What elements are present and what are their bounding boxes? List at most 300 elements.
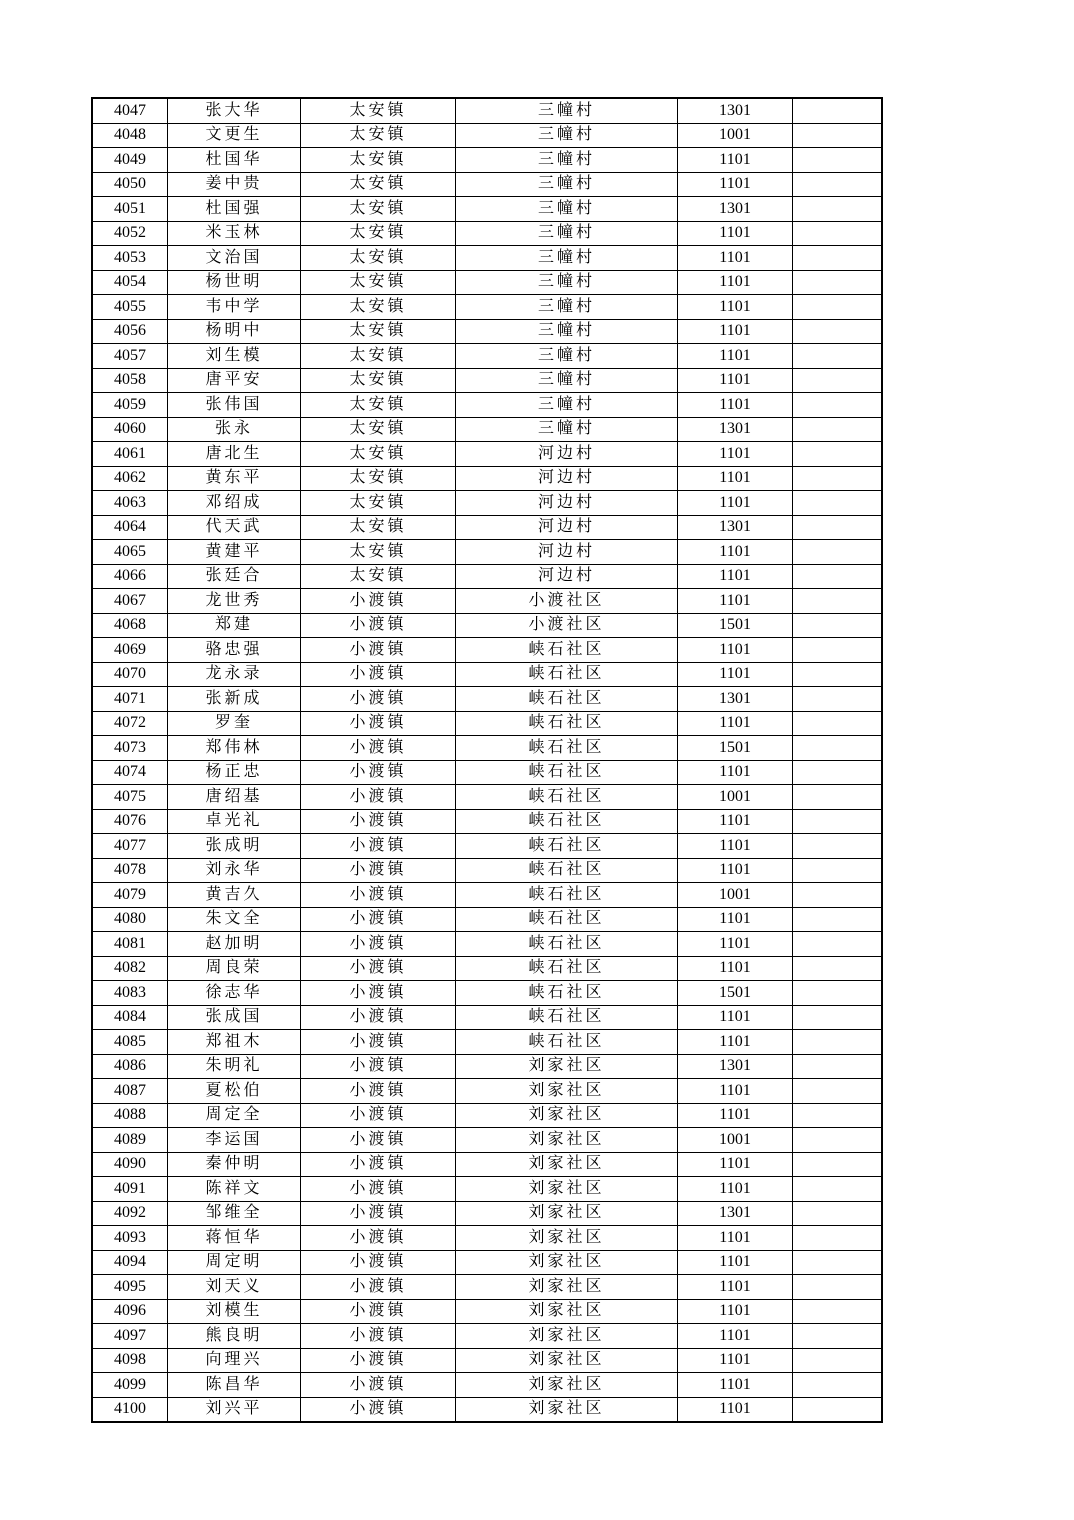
table-row <box>92 221 882 246</box>
village-cell: 刘家社区 <box>456 1177 678 1202</box>
amount-cell: 1001 <box>678 883 793 908</box>
person-name-cell: 熊良明 <box>168 1324 301 1349</box>
person-name-cell: 唐平安 <box>168 368 301 393</box>
village-cell: 刘家社区 <box>456 1103 678 1128</box>
village-cell: 峡石社区 <box>456 736 678 761</box>
village-cell: 峡石社区 <box>456 907 678 932</box>
table-row <box>92 809 882 834</box>
amount-cell: 1101 <box>678 1103 793 1128</box>
note-cell <box>793 246 883 271</box>
table-row <box>92 1103 882 1128</box>
amount-cell: 1101 <box>678 711 793 736</box>
town-cell: 小渡镇 <box>301 1054 456 1079</box>
note-cell <box>793 662 883 687</box>
village-cell: 刘家社区 <box>456 1324 678 1349</box>
village-cell: 三幢村 <box>456 172 678 197</box>
town-cell: 小渡镇 <box>301 1324 456 1349</box>
serial-number-cell: 4049 <box>92 148 168 173</box>
village-cell: 刘家社区 <box>456 1275 678 1300</box>
table-row <box>92 1128 882 1153</box>
note-cell <box>793 344 883 369</box>
amount-cell: 1101 <box>678 1250 793 1275</box>
person-name-cell: 张成国 <box>168 1005 301 1030</box>
village-cell: 刘家社区 <box>456 1348 678 1373</box>
town-cell: 小渡镇 <box>301 907 456 932</box>
table-row <box>92 785 882 810</box>
town-cell: 太安镇 <box>301 564 456 589</box>
amount-cell: 1101 <box>678 1299 793 1324</box>
town-cell: 太安镇 <box>301 393 456 418</box>
village-cell: 峡石社区 <box>456 809 678 834</box>
table-row <box>92 515 882 540</box>
table-row <box>92 1177 882 1202</box>
town-cell: 小渡镇 <box>301 1079 456 1104</box>
person-name-cell: 杜国华 <box>168 148 301 173</box>
serial-number-cell: 4083 <box>92 981 168 1006</box>
person-name-cell: 文治国 <box>168 246 301 271</box>
note-cell <box>793 956 883 981</box>
person-name-cell: 朱明礼 <box>168 1054 301 1079</box>
town-cell: 小渡镇 <box>301 638 456 663</box>
amount-cell: 1101 <box>678 1030 793 1055</box>
town-cell: 太安镇 <box>301 344 456 369</box>
village-cell: 峡石社区 <box>456 932 678 957</box>
table-row <box>92 613 882 638</box>
amount-cell: 1501 <box>678 736 793 761</box>
town-cell: 小渡镇 <box>301 883 456 908</box>
village-cell: 峡石社区 <box>456 1005 678 1030</box>
table-row <box>92 1030 882 1055</box>
village-cell: 河边村 <box>456 491 678 516</box>
serial-number-cell: 4061 <box>92 442 168 467</box>
person-name-cell: 罗奎 <box>168 711 301 736</box>
village-cell: 三幢村 <box>456 295 678 320</box>
serial-number-cell: 4088 <box>92 1103 168 1128</box>
note-cell <box>793 613 883 638</box>
amount-cell: 1001 <box>678 123 793 148</box>
village-cell: 刘家社区 <box>456 1201 678 1226</box>
person-name-cell: 赵加明 <box>168 932 301 957</box>
amount-cell: 1101 <box>678 1177 793 1202</box>
note-cell <box>793 785 883 810</box>
note-cell <box>793 1299 883 1324</box>
table-row <box>92 466 882 491</box>
town-cell: 小渡镇 <box>301 981 456 1006</box>
table-row <box>92 1226 882 1251</box>
town-cell: 太安镇 <box>301 417 456 442</box>
amount-cell: 1101 <box>678 1397 793 1422</box>
note-cell <box>793 638 883 663</box>
amount-cell: 1101 <box>678 1152 793 1177</box>
note-cell <box>793 883 883 908</box>
village-cell: 三幢村 <box>456 221 678 246</box>
person-name-cell: 周定全 <box>168 1103 301 1128</box>
note-cell <box>793 491 883 516</box>
table-row <box>92 148 882 173</box>
town-cell: 小渡镇 <box>301 858 456 883</box>
serial-number-cell: 4058 <box>92 368 168 393</box>
person-name-cell: 姜中贵 <box>168 172 301 197</box>
table-row <box>92 858 882 883</box>
table-row <box>92 1299 882 1324</box>
table-row <box>92 1054 882 1079</box>
note-cell <box>793 123 883 148</box>
serial-number-cell: 4064 <box>92 515 168 540</box>
town-cell: 太安镇 <box>301 466 456 491</box>
amount-cell: 1101 <box>678 466 793 491</box>
note-cell <box>793 270 883 295</box>
table-row <box>92 123 882 148</box>
table-row <box>92 589 882 614</box>
serial-number-cell: 4081 <box>92 932 168 957</box>
note-cell <box>793 417 883 442</box>
serial-number-cell: 4069 <box>92 638 168 663</box>
village-cell: 三幢村 <box>456 368 678 393</box>
table-row <box>92 172 882 197</box>
town-cell: 太安镇 <box>301 442 456 467</box>
village-cell: 三幢村 <box>456 123 678 148</box>
note-cell <box>793 1275 883 1300</box>
village-cell: 刘家社区 <box>456 1128 678 1153</box>
village-cell: 刘家社区 <box>456 1299 678 1324</box>
village-cell: 河边村 <box>456 466 678 491</box>
table-row <box>92 1373 882 1398</box>
serial-number-cell: 4085 <box>92 1030 168 1055</box>
town-cell: 太安镇 <box>301 515 456 540</box>
person-name-cell: 黄建平 <box>168 540 301 565</box>
village-cell: 河边村 <box>456 515 678 540</box>
village-cell: 河边村 <box>456 442 678 467</box>
amount-cell: 1101 <box>678 956 793 981</box>
serial-number-cell: 4067 <box>92 589 168 614</box>
note-cell <box>793 515 883 540</box>
village-cell: 三幢村 <box>456 148 678 173</box>
village-cell: 峡石社区 <box>456 858 678 883</box>
table-row <box>92 932 882 957</box>
note-cell <box>793 1152 883 1177</box>
village-cell: 三幢村 <box>456 270 678 295</box>
note-cell <box>793 1079 883 1104</box>
note-cell <box>793 687 883 712</box>
serial-number-cell: 4099 <box>92 1373 168 1398</box>
town-cell: 小渡镇 <box>301 834 456 859</box>
serial-number-cell: 4068 <box>92 613 168 638</box>
person-name-cell: 郑祖木 <box>168 1030 301 1055</box>
amount-cell: 1101 <box>678 1324 793 1349</box>
serial-number-cell: 4056 <box>92 319 168 344</box>
amount-cell: 1101 <box>678 221 793 246</box>
amount-cell: 1101 <box>678 1079 793 1104</box>
note-cell <box>793 1324 883 1349</box>
person-name-cell: 张新成 <box>168 687 301 712</box>
person-name-cell: 卓光礼 <box>168 809 301 834</box>
serial-number-cell: 4071 <box>92 687 168 712</box>
amount-cell: 1501 <box>678 981 793 1006</box>
note-cell <box>793 1177 883 1202</box>
serial-number-cell: 4051 <box>92 197 168 222</box>
serial-number-cell: 4090 <box>92 1152 168 1177</box>
village-cell: 三幢村 <box>456 344 678 369</box>
table-row <box>92 98 882 123</box>
town-cell: 小渡镇 <box>301 1250 456 1275</box>
table-row <box>92 981 882 1006</box>
serial-number-cell: 4080 <box>92 907 168 932</box>
table-row <box>92 1348 882 1373</box>
village-cell: 刘家社区 <box>456 1079 678 1104</box>
village-cell: 三幢村 <box>456 393 678 418</box>
table-row <box>92 662 882 687</box>
town-cell: 太安镇 <box>301 270 456 295</box>
person-name-cell: 陈祥文 <box>168 1177 301 1202</box>
town-cell: 小渡镇 <box>301 1226 456 1251</box>
town-cell: 小渡镇 <box>301 1348 456 1373</box>
village-cell: 三幢村 <box>456 98 678 123</box>
village-cell: 峡石社区 <box>456 1030 678 1055</box>
roster-table <box>91 97 883 1423</box>
note-cell <box>793 834 883 859</box>
village-cell: 峡石社区 <box>456 981 678 1006</box>
person-name-cell: 张永 <box>168 417 301 442</box>
amount-cell: 1301 <box>678 687 793 712</box>
table-row <box>92 834 882 859</box>
village-cell: 三幢村 <box>456 319 678 344</box>
table-row <box>92 638 882 663</box>
serial-number-cell: 4098 <box>92 1348 168 1373</box>
town-cell: 太安镇 <box>301 368 456 393</box>
note-cell <box>793 907 883 932</box>
village-cell: 刘家社区 <box>456 1373 678 1398</box>
amount-cell: 1301 <box>678 417 793 442</box>
town-cell: 小渡镇 <box>301 1030 456 1055</box>
serial-number-cell: 4057 <box>92 344 168 369</box>
village-cell: 三幢村 <box>456 197 678 222</box>
village-cell: 峡石社区 <box>456 956 678 981</box>
serial-number-cell: 4095 <box>92 1275 168 1300</box>
table-row <box>92 687 882 712</box>
serial-number-cell: 4078 <box>92 858 168 883</box>
town-cell: 太安镇 <box>301 172 456 197</box>
serial-number-cell: 4072 <box>92 711 168 736</box>
serial-number-cell: 4097 <box>92 1324 168 1349</box>
amount-cell: 1301 <box>678 98 793 123</box>
note-cell <box>793 295 883 320</box>
person-name-cell: 刘模生 <box>168 1299 301 1324</box>
note-cell <box>793 540 883 565</box>
amount-cell: 1101 <box>678 932 793 957</box>
town-cell: 太安镇 <box>301 148 456 173</box>
note-cell <box>793 1201 883 1226</box>
village-cell: 峡石社区 <box>456 638 678 663</box>
amount-cell: 1101 <box>678 760 793 785</box>
table-row <box>92 1079 882 1104</box>
person-name-cell: 刘天义 <box>168 1275 301 1300</box>
amount-cell: 1101 <box>678 1226 793 1251</box>
person-name-cell: 向理兴 <box>168 1348 301 1373</box>
town-cell: 小渡镇 <box>301 1397 456 1422</box>
town-cell: 小渡镇 <box>301 687 456 712</box>
village-cell: 峡石社区 <box>456 834 678 859</box>
table-row <box>92 197 882 222</box>
amount-cell: 1301 <box>678 197 793 222</box>
note-cell <box>793 1348 883 1373</box>
note-cell <box>793 221 883 246</box>
table-row <box>92 344 882 369</box>
table-row <box>92 319 882 344</box>
serial-number-cell: 4096 <box>92 1299 168 1324</box>
village-cell: 峡石社区 <box>456 785 678 810</box>
note-cell <box>793 148 883 173</box>
note-cell <box>793 1005 883 1030</box>
amount-cell: 1101 <box>678 319 793 344</box>
village-cell: 小渡社区 <box>456 613 678 638</box>
note-cell <box>793 368 883 393</box>
serial-number-cell: 4073 <box>92 736 168 761</box>
person-name-cell: 唐北生 <box>168 442 301 467</box>
person-name-cell: 杨世明 <box>168 270 301 295</box>
village-cell: 峡石社区 <box>456 687 678 712</box>
table-row <box>92 246 882 271</box>
amount-cell: 1101 <box>678 1005 793 1030</box>
note-cell <box>793 1250 883 1275</box>
table-row <box>92 417 882 442</box>
town-cell: 太安镇 <box>301 246 456 271</box>
table-row <box>92 883 882 908</box>
town-cell: 小渡镇 <box>301 1152 456 1177</box>
amount-cell: 1301 <box>678 1201 793 1226</box>
table-row <box>92 564 882 589</box>
amount-cell: 1101 <box>678 270 793 295</box>
village-cell: 峡石社区 <box>456 711 678 736</box>
town-cell: 太安镇 <box>301 197 456 222</box>
serial-number-cell: 4052 <box>92 221 168 246</box>
serial-number-cell: 4055 <box>92 295 168 320</box>
table-row <box>92 1152 882 1177</box>
note-cell <box>793 981 883 1006</box>
note-cell <box>793 1103 883 1128</box>
serial-number-cell: 4077 <box>92 834 168 859</box>
town-cell: 小渡镇 <box>301 1005 456 1030</box>
table-row <box>92 270 882 295</box>
town-cell: 小渡镇 <box>301 1103 456 1128</box>
note-cell <box>793 1397 883 1422</box>
amount-cell: 1301 <box>678 515 793 540</box>
person-name-cell: 李运国 <box>168 1128 301 1153</box>
person-name-cell: 杜国强 <box>168 197 301 222</box>
amount-cell: 1101 <box>678 638 793 663</box>
person-name-cell: 韦中学 <box>168 295 301 320</box>
person-name-cell: 周定明 <box>168 1250 301 1275</box>
serial-number-cell: 4093 <box>92 1226 168 1251</box>
town-cell: 太安镇 <box>301 221 456 246</box>
serial-number-cell: 4091 <box>92 1177 168 1202</box>
amount-cell: 1101 <box>678 393 793 418</box>
village-cell: 三幢村 <box>456 417 678 442</box>
town-cell: 小渡镇 <box>301 711 456 736</box>
amount-cell: 1101 <box>678 1348 793 1373</box>
amount-cell: 1101 <box>678 172 793 197</box>
serial-number-cell: 4065 <box>92 540 168 565</box>
town-cell: 小渡镇 <box>301 1275 456 1300</box>
note-cell <box>793 858 883 883</box>
town-cell: 小渡镇 <box>301 1177 456 1202</box>
serial-number-cell: 4082 <box>92 956 168 981</box>
serial-number-cell: 4059 <box>92 393 168 418</box>
serial-number-cell: 4084 <box>92 1005 168 1030</box>
town-cell: 小渡镇 <box>301 760 456 785</box>
person-name-cell: 唐绍基 <box>168 785 301 810</box>
town-cell: 小渡镇 <box>301 785 456 810</box>
serial-number-cell: 4053 <box>92 246 168 271</box>
person-name-cell: 陈昌华 <box>168 1373 301 1398</box>
serial-number-cell: 4047 <box>92 98 168 123</box>
serial-number-cell: 4100 <box>92 1397 168 1422</box>
village-cell: 刘家社区 <box>456 1152 678 1177</box>
table-row <box>92 442 882 467</box>
table-row <box>92 491 882 516</box>
amount-cell: 1101 <box>678 907 793 932</box>
person-name-cell: 张廷合 <box>168 564 301 589</box>
person-name-cell: 蒋恒华 <box>168 1226 301 1251</box>
amount-cell: 1101 <box>678 442 793 467</box>
serial-number-cell: 4050 <box>92 172 168 197</box>
person-name-cell: 张伟国 <box>168 393 301 418</box>
amount-cell: 1101 <box>678 246 793 271</box>
note-cell <box>793 809 883 834</box>
town-cell: 小渡镇 <box>301 1373 456 1398</box>
serial-number-cell: 4062 <box>92 466 168 491</box>
serial-number-cell: 4048 <box>92 123 168 148</box>
person-name-cell: 骆忠强 <box>168 638 301 663</box>
serial-number-cell: 4092 <box>92 1201 168 1226</box>
amount-cell: 1501 <box>678 613 793 638</box>
person-name-cell: 刘生模 <box>168 344 301 369</box>
serial-number-cell: 4079 <box>92 883 168 908</box>
serial-number-cell: 4089 <box>92 1128 168 1153</box>
amount-cell: 1101 <box>678 809 793 834</box>
person-name-cell: 黄东平 <box>168 466 301 491</box>
village-cell: 峡石社区 <box>456 883 678 908</box>
person-name-cell: 郑伟林 <box>168 736 301 761</box>
person-name-cell: 文更生 <box>168 123 301 148</box>
table-row <box>92 393 882 418</box>
village-cell: 刘家社区 <box>456 1250 678 1275</box>
serial-number-cell: 4087 <box>92 1079 168 1104</box>
town-cell: 小渡镇 <box>301 662 456 687</box>
note-cell <box>793 319 883 344</box>
table-row <box>92 711 882 736</box>
village-cell: 三幢村 <box>456 246 678 271</box>
town-cell: 小渡镇 <box>301 613 456 638</box>
person-name-cell: 周良荣 <box>168 956 301 981</box>
person-name-cell: 邹维全 <box>168 1201 301 1226</box>
person-name-cell: 张大华 <box>168 98 301 123</box>
amount-cell: 1101 <box>678 564 793 589</box>
village-cell: 刘家社区 <box>456 1054 678 1079</box>
table-row <box>92 1324 882 1349</box>
person-name-cell: 秦仲明 <box>168 1152 301 1177</box>
table-row <box>92 956 882 981</box>
town-cell: 太安镇 <box>301 295 456 320</box>
table-row <box>92 1397 882 1422</box>
village-cell: 刘家社区 <box>456 1226 678 1251</box>
note-cell <box>793 442 883 467</box>
note-cell <box>793 589 883 614</box>
table-row <box>92 295 882 320</box>
serial-number-cell: 4075 <box>92 785 168 810</box>
person-name-cell: 龙永录 <box>168 662 301 687</box>
note-cell <box>793 197 883 222</box>
note-cell <box>793 393 883 418</box>
